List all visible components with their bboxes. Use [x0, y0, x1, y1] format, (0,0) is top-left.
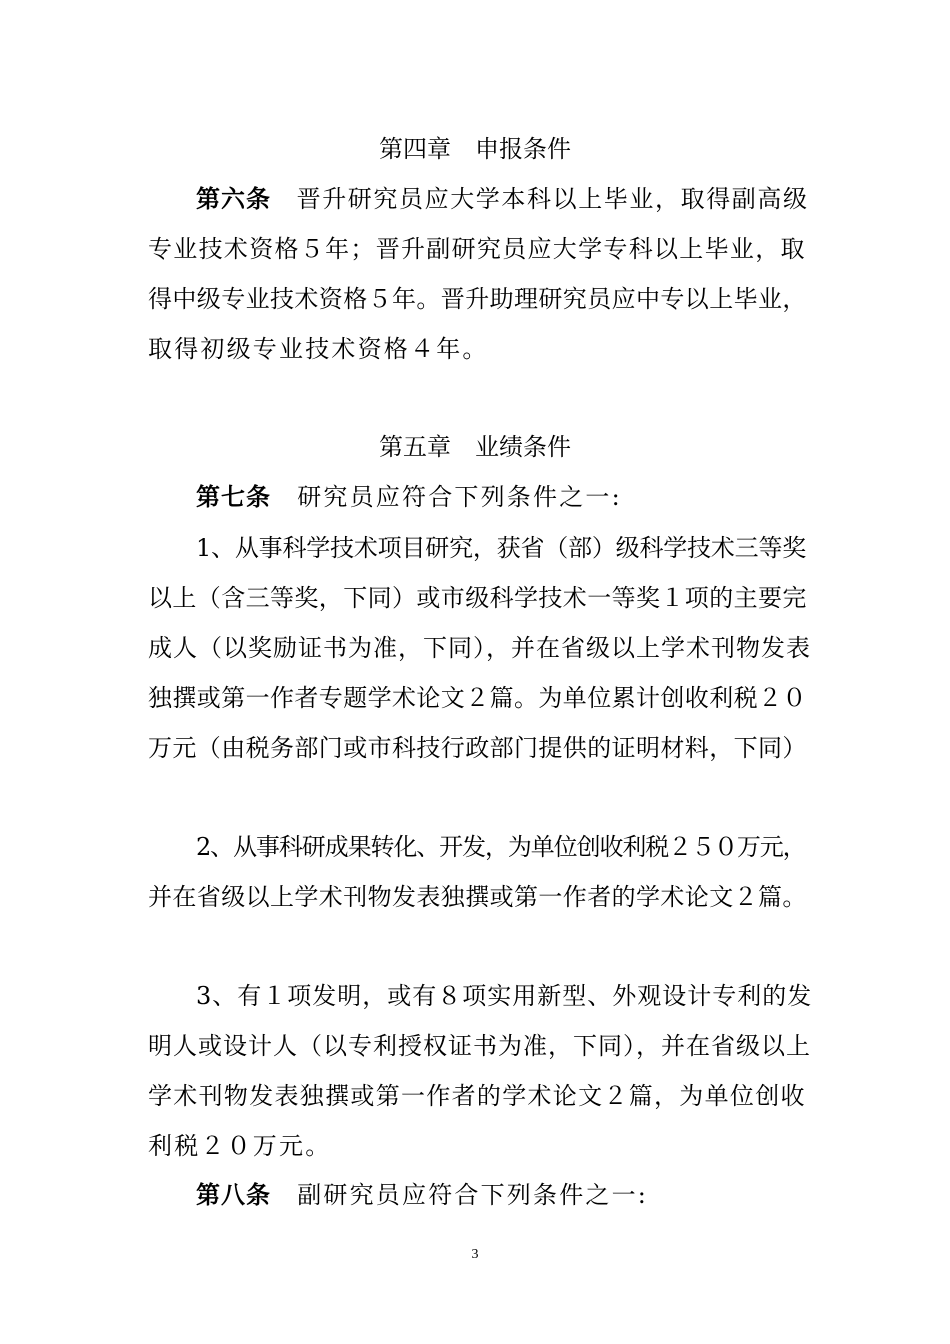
article-7-item-3-line-3: 学术刊物发表独撰或第一作者的学术论文２篇，为单位创收 — [148, 1082, 806, 1110]
article-7-label: 第七条 — [196, 483, 271, 511]
article-8-intro: 副研究员应符合下列条件之一: — [271, 1181, 649, 1209]
chapter-4-title: 第四章 申报条件 — [379, 135, 571, 163]
article-7-item-1-line-1: 1、从事科学技术项目研究，获省（部）级科学技术三等奖 — [196, 534, 807, 562]
article-8-line-1 — [196, 1179, 813, 1211]
article-7-item-1-line-3: 成人（以奖励证书为准，下同），并在省级以上学术刊物发表 — [148, 634, 811, 662]
article-6-text: 晋升研究员应大学本科以上毕业，取得副高级 — [271, 185, 809, 213]
article-7-line-1 — [196, 481, 813, 513]
article-8-label: 第八条 — [196, 1181, 271, 1209]
article-7-item-2-line-2: 并在省级以上学术刊物发表独撰或第一作者的学术论文２篇。 — [148, 883, 807, 911]
page-number: 3 — [471, 1247, 479, 1262]
article-6-label: 第六条 — [196, 185, 271, 213]
article-7-item-3-line-1: 3、有１项发明，或有８项实用新型、外观设计专利的发 — [196, 982, 813, 1010]
article-6-line-1 — [196, 183, 813, 215]
article-7-item-1-line-2: 以上（含三等奖，下同）或市级科学技术一等奖１项的主要完 — [148, 584, 807, 612]
article-7-item-3-line-4: 利税２０万元。 — [148, 1132, 332, 1160]
article-7-intro: 研究员应符合下列条件之一: — [271, 483, 622, 511]
article-7-item-2-line-1: 2、从事科研成果转化、开发，为单位创收利税２５０万元， — [196, 833, 806, 861]
article-7-item-1-line-4: 独撰或第一作者专题学术论文２篇。为单位累计创收利税２０ — [148, 684, 807, 712]
article-6-line-3: 得中级专业技术资格５年。晋升助理研究员应中专以上毕业， — [148, 285, 807, 313]
article-6-line-2: 专业技术资格５年；晋升副研究员应大学专科以上毕业，取 — [148, 235, 806, 263]
article-7-item-3-line-2: 明人或设计人（以专利授权证书为准，下同），并在省级以上 — [148, 1032, 811, 1060]
chapter-5-title: 第五章 业绩条件 — [379, 433, 571, 461]
article-6-line-4: 取得初级专业技术资格４年。 — [148, 335, 489, 363]
article-7-item-1-line-5: 万元（由税务部门或市科技行政部门提供的证明材料，下同） — [148, 734, 807, 762]
